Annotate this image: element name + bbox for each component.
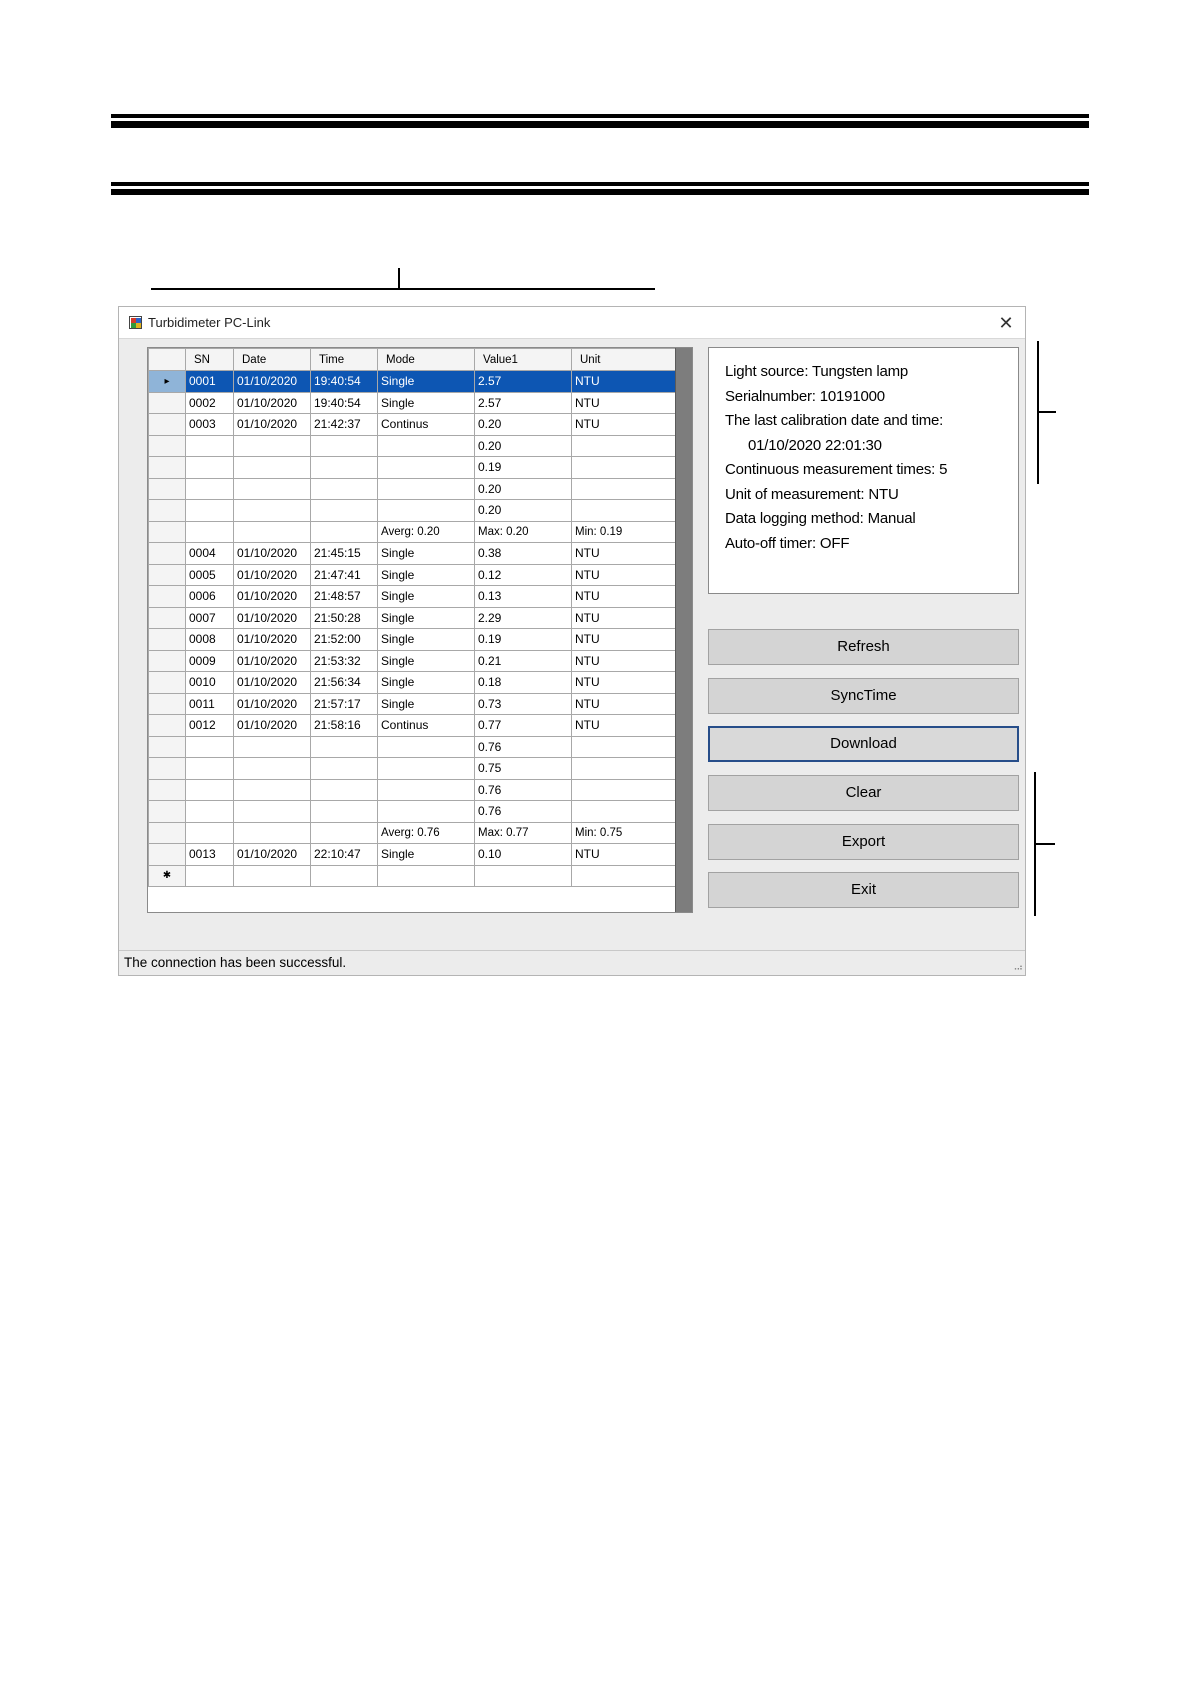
callout-line-top — [151, 288, 655, 290]
table-row[interactable] — [149, 478, 677, 500]
cell-sn[interactable]: 0011 — [186, 693, 234, 715]
cell-mode[interactable]: Single — [378, 564, 475, 586]
cell-sn[interactable]: 0001 — [186, 371, 234, 393]
cell-unit[interactable] — [572, 435, 677, 457]
cell-mode[interactable] — [378, 435, 475, 457]
cell-unit[interactable]: NTU — [572, 392, 677, 414]
data-grid[interactable] — [147, 347, 693, 913]
resize-grip-icon[interactable]: ⠠⠴ — [1010, 962, 1022, 972]
logging-method-info: Data logging method: Manual — [725, 510, 916, 527]
cell-sn[interactable]: 0004 — [186, 543, 234, 565]
cell-sn[interactable] — [186, 779, 234, 801]
title-bar — [119, 307, 1025, 339]
grid-header-row — [149, 349, 677, 371]
cell-sn[interactable]: 0013 — [186, 844, 234, 866]
cell-value[interactable]: 0.75 — [475, 758, 572, 780]
cell-value[interactable]: 0.38 — [475, 543, 572, 565]
row-header[interactable] — [149, 693, 186, 715]
cell-value[interactable]: 0.19 — [475, 457, 572, 479]
cell-sn[interactable]: 0010 — [186, 672, 234, 694]
row-header[interactable] — [149, 650, 186, 672]
table-row[interactable] — [149, 650, 677, 672]
new-row-icon[interactable]: ✱ — [149, 865, 186, 887]
cell-date[interactable]: 01/10/2020 — [234, 629, 311, 651]
cell-unit[interactable]: NTU — [572, 564, 677, 586]
table-row[interactable] — [149, 543, 677, 565]
column-header-unit[interactable]: Unit — [572, 349, 677, 371]
cell-date[interactable]: 01/10/2020 — [234, 371, 311, 393]
row-header[interactable] — [149, 779, 186, 801]
table-row[interactable] — [149, 758, 677, 780]
cell-mode[interactable]: Single — [378, 607, 475, 629]
cell-value[interactable]: 0.76 — [475, 736, 572, 758]
column-header-sn[interactable]: SN — [186, 349, 234, 371]
cell-value[interactable]: 0.18 — [475, 672, 572, 694]
cell-unit[interactable]: NTU — [572, 543, 677, 565]
cell-date[interactable] — [234, 435, 311, 457]
cell-sn[interactable]: 0012 — [186, 715, 234, 737]
table-row[interactable] — [149, 586, 677, 608]
column-header-value1[interactable]: Value1 — [475, 349, 572, 371]
cell-time[interactable]: 21:52:00 — [311, 629, 378, 651]
cell-mode[interactable]: Single — [378, 629, 475, 651]
cell-unit[interactable]: NTU — [572, 693, 677, 715]
cell-date[interactable]: 01/10/2020 — [234, 693, 311, 715]
cell-date[interactable] — [234, 801, 311, 823]
cell-mode[interactable]: Continus — [378, 414, 475, 436]
grid-vertical-scrollbar[interactable] — [675, 348, 692, 912]
refresh-button[interactable]: Refresh — [708, 629, 1019, 665]
table-row[interactable] — [149, 672, 677, 694]
cell-date[interactable] — [234, 500, 311, 522]
cell-sn[interactable] — [186, 435, 234, 457]
cell-value[interactable]: 0.77 — [475, 715, 572, 737]
table-row[interactable] — [149, 457, 677, 479]
table-row[interactable] — [149, 607, 677, 629]
cell-unit[interactable] — [572, 779, 677, 801]
cell-value[interactable]: 0.20 — [475, 500, 572, 522]
second-double-rule-lower — [111, 189, 1089, 195]
callout-tick-buttons — [1034, 843, 1055, 845]
cell-mode[interactable] — [378, 865, 475, 887]
column-header-date[interactable]: Date — [234, 349, 311, 371]
cell-date[interactable] — [234, 736, 311, 758]
cell-time[interactable]: 21:50:28 — [311, 607, 378, 629]
cell-unit[interactable]: Min: 0.19 — [572, 521, 677, 543]
cell-sn[interactable]: 0003 — [186, 414, 234, 436]
cell-mode[interactable] — [378, 500, 475, 522]
cell-mode[interactable]: Single — [378, 392, 475, 414]
cell-sn[interactable] — [186, 822, 234, 844]
row-header[interactable] — [149, 435, 186, 457]
cell-date[interactable] — [234, 779, 311, 801]
cell-value[interactable]: 0.13 — [475, 586, 572, 608]
window-title: Turbidimeter PC-Link — [148, 315, 271, 330]
second-double-rule-upper — [111, 182, 1089, 186]
cell-date[interactable]: 01/10/2020 — [234, 564, 311, 586]
serial-number-info: Serialnumber: 10191000 — [725, 387, 885, 405]
table-row[interactable] — [149, 865, 677, 887]
cell-mode[interactable] — [378, 801, 475, 823]
cell-value[interactable]: 0.19 — [475, 629, 572, 651]
table-row[interactable] — [149, 414, 677, 436]
row-header[interactable] — [149, 414, 186, 436]
cell-time[interactable]: 21:58:16 — [311, 715, 378, 737]
cell-mode[interactable]: Single — [378, 672, 475, 694]
cell-time[interactable] — [311, 865, 378, 887]
cell-date[interactable] — [234, 865, 311, 887]
cell-date[interactable]: 01/10/2020 — [234, 392, 311, 414]
cell-date[interactable]: 01/10/2020 — [234, 672, 311, 694]
cell-unit[interactable] — [572, 500, 677, 522]
row-header[interactable] — [149, 672, 186, 694]
cell-unit[interactable]: NTU — [572, 371, 677, 393]
cell-value[interactable]: 2.57 — [475, 371, 572, 393]
continuous-times-info: Continuous measurement times: 5 — [725, 461, 948, 478]
table-row[interactable] — [149, 435, 677, 457]
cell-unit[interactable]: NTU — [572, 607, 677, 629]
cell-time[interactable]: 21:53:32 — [311, 650, 378, 672]
cell-time[interactable] — [311, 478, 378, 500]
cell-mode[interactable]: Single — [378, 371, 475, 393]
table-row[interactable] — [149, 693, 677, 715]
cell-time[interactable]: 19:40:54 — [311, 392, 378, 414]
calibration-value: 01/10/2020 22:01:30 — [748, 436, 882, 454]
cell-date[interactable]: 01/10/2020 — [234, 715, 311, 737]
exit-button[interactable]: Exit — [708, 872, 1019, 908]
row-header[interactable] — [149, 478, 186, 500]
table-row[interactable] — [149, 371, 677, 393]
cell-mode[interactable] — [378, 457, 475, 479]
cell-mode[interactable]: Single — [378, 650, 475, 672]
cell-unit[interactable] — [572, 801, 677, 823]
cell-unit[interactable]: NTU — [572, 650, 677, 672]
cell-time[interactable] — [311, 758, 378, 780]
cell-sn[interactable] — [186, 457, 234, 479]
table-row[interactable] — [149, 779, 677, 801]
row-header[interactable] — [149, 457, 186, 479]
callout-tick-top — [398, 268, 400, 289]
cell-unit[interactable]: NTU — [572, 629, 677, 651]
cell-time[interactable] — [311, 457, 378, 479]
cell-mode[interactable]: Single — [378, 543, 475, 565]
row-header[interactable] — [149, 607, 186, 629]
auto-off-info: Auto-off timer: OFF — [725, 534, 850, 552]
cell-sn[interactable] — [186, 801, 234, 823]
cell-value[interactable]: 0.20 — [475, 414, 572, 436]
row-header-corner — [149, 349, 186, 371]
cell-value[interactable]: 0.20 — [475, 478, 572, 500]
cell-mode[interactable] — [378, 478, 475, 500]
cell-sn[interactable] — [186, 865, 234, 887]
cell-value[interactable]: 2.29 — [475, 607, 572, 629]
row-header[interactable] — [149, 543, 186, 565]
callout-tick-info — [1037, 411, 1056, 413]
cell-unit[interactable]: NTU — [572, 586, 677, 608]
close-icon[interactable]: ✕ — [998, 313, 1014, 333]
synctime-button[interactable]: SyncTime — [708, 678, 1019, 714]
cell-sn[interactable]: 0009 — [186, 650, 234, 672]
table-row[interactable] — [149, 521, 677, 543]
cell-date[interactable]: 01/10/2020 — [234, 586, 311, 608]
row-header[interactable] — [149, 500, 186, 522]
cell-time[interactable]: 21:45:15 — [311, 543, 378, 565]
cell-sn[interactable]: 0007 — [186, 607, 234, 629]
cell-value[interactable]: 0.10 — [475, 844, 572, 866]
top-double-rule-lower — [111, 121, 1089, 128]
cell-sn[interactable] — [186, 521, 234, 543]
cell-time[interactable] — [311, 801, 378, 823]
cell-date[interactable]: 01/10/2020 — [234, 414, 311, 436]
table-row[interactable] — [149, 844, 677, 866]
unit-info: Unit of measurement: NTU — [725, 485, 899, 503]
cell-value[interactable]: 0.76 — [475, 801, 572, 823]
cell-unit[interactable]: NTU — [572, 715, 677, 737]
cell-value[interactable]: Max: 0.77 — [475, 822, 572, 844]
cell-value[interactable] — [475, 865, 572, 887]
cell-date[interactable] — [234, 478, 311, 500]
row-header[interactable] — [149, 521, 186, 543]
column-header-time[interactable]: Time — [311, 349, 378, 371]
device-info-panel — [708, 347, 1019, 594]
cell-unit[interactable] — [572, 478, 677, 500]
cell-time[interactable]: 19:40:54 — [311, 371, 378, 393]
row-header[interactable] — [149, 564, 186, 586]
export-button[interactable]: Export — [708, 824, 1019, 860]
cell-value[interactable]: 0.12 — [475, 564, 572, 586]
cell-unit[interactable]: NTU — [572, 414, 677, 436]
cell-date[interactable]: 01/10/2020 — [234, 607, 311, 629]
cell-mode[interactable] — [378, 736, 475, 758]
row-header[interactable] — [149, 736, 186, 758]
cell-unit[interactable] — [572, 457, 677, 479]
cell-sn[interactable] — [186, 758, 234, 780]
table-row[interactable] — [149, 392, 677, 414]
cell-date[interactable] — [234, 758, 311, 780]
cell-time[interactable]: 21:57:17 — [311, 693, 378, 715]
cell-unit[interactable] — [572, 758, 677, 780]
cell-value[interactable]: 0.20 — [475, 435, 572, 457]
cell-value[interactable]: 0.21 — [475, 650, 572, 672]
cell-mode[interactable]: Single — [378, 586, 475, 608]
cell-unit[interactable] — [572, 736, 677, 758]
cell-time[interactable]: 21:47:41 — [311, 564, 378, 586]
cell-mode[interactable]: Single — [378, 693, 475, 715]
cell-value[interactable]: Max: 0.20 — [475, 521, 572, 543]
row-header[interactable] — [149, 844, 186, 866]
light-source-info: Light source: Tungsten lamp — [725, 363, 909, 380]
cell-date[interactable]: 01/10/2020 — [234, 650, 311, 672]
cell-value[interactable]: 0.73 — [475, 693, 572, 715]
table-row[interactable] — [149, 801, 677, 823]
table-row[interactable] — [149, 822, 677, 844]
cell-unit[interactable] — [572, 865, 677, 887]
table-row[interactable] — [149, 629, 677, 651]
cell-date[interactable] — [234, 822, 311, 844]
cell-sn[interactable]: 0008 — [186, 629, 234, 651]
app-window — [118, 306, 1026, 976]
row-header[interactable] — [149, 629, 186, 651]
cell-unit[interactable]: NTU — [572, 844, 677, 866]
cell-mode[interactable]: Single — [378, 844, 475, 866]
row-header[interactable] — [149, 392, 186, 414]
cell-value[interactable]: 0.76 — [475, 779, 572, 801]
table-row[interactable] — [149, 715, 677, 737]
grid-body — [149, 371, 677, 887]
row-header[interactable] — [149, 822, 186, 844]
cell-time[interactable]: 22:10:47 — [311, 844, 378, 866]
cell-time[interactable]: 21:42:37 — [311, 414, 378, 436]
row-header[interactable] — [149, 586, 186, 608]
cell-mode[interactable] — [378, 779, 475, 801]
cell-time[interactable]: 21:56:34 — [311, 672, 378, 694]
cell-date[interactable] — [234, 521, 311, 543]
cell-mode[interactable]: Averg: 0.20 — [378, 521, 475, 543]
cell-time[interactable] — [311, 521, 378, 543]
column-header-mode[interactable]: Mode — [378, 349, 475, 371]
cell-time[interactable]: 21:48:57 — [311, 586, 378, 608]
top-double-rule-upper — [111, 114, 1089, 118]
cell-unit[interactable]: Min: 0.75 — [572, 822, 677, 844]
cell-mode[interactable]: Averg: 0.76 — [378, 822, 475, 844]
table-row[interactable] — [149, 564, 677, 586]
cell-mode[interactable] — [378, 758, 475, 780]
cell-sn[interactable] — [186, 500, 234, 522]
cell-time[interactable] — [311, 779, 378, 801]
current-row-icon[interactable]: ▸ — [149, 371, 186, 393]
cell-sn[interactable]: 0002 — [186, 392, 234, 414]
cell-time[interactable] — [311, 435, 378, 457]
cell-date[interactable] — [234, 457, 311, 479]
table-row[interactable] — [149, 500, 677, 522]
download-button[interactable]: Download — [708, 726, 1019, 762]
row-header[interactable] — [149, 758, 186, 780]
cell-date[interactable]: 01/10/2020 — [234, 543, 311, 565]
cell-sn[interactable]: 0005 — [186, 564, 234, 586]
status-text: The connection has been successful. — [124, 955, 347, 970]
cell-sn[interactable]: 0006 — [186, 586, 234, 608]
row-header[interactable] — [149, 715, 186, 737]
cell-time[interactable] — [311, 500, 378, 522]
status-bar — [119, 950, 1025, 975]
cell-mode[interactable]: Continus — [378, 715, 475, 737]
cell-time[interactable] — [311, 736, 378, 758]
cell-time[interactable] — [311, 822, 378, 844]
cell-sn[interactable] — [186, 736, 234, 758]
cell-date[interactable]: 01/10/2020 — [234, 844, 311, 866]
cell-value[interactable]: 2.57 — [475, 392, 572, 414]
cell-sn[interactable] — [186, 478, 234, 500]
cell-unit[interactable]: NTU — [572, 672, 677, 694]
calibration-label: The last calibration date and time: — [725, 412, 944, 429]
clear-button[interactable]: Clear — [708, 775, 1019, 811]
table-row[interactable] — [149, 736, 677, 758]
app-icon — [129, 316, 142, 329]
data-table — [148, 348, 677, 887]
row-header[interactable] — [149, 801, 186, 823]
